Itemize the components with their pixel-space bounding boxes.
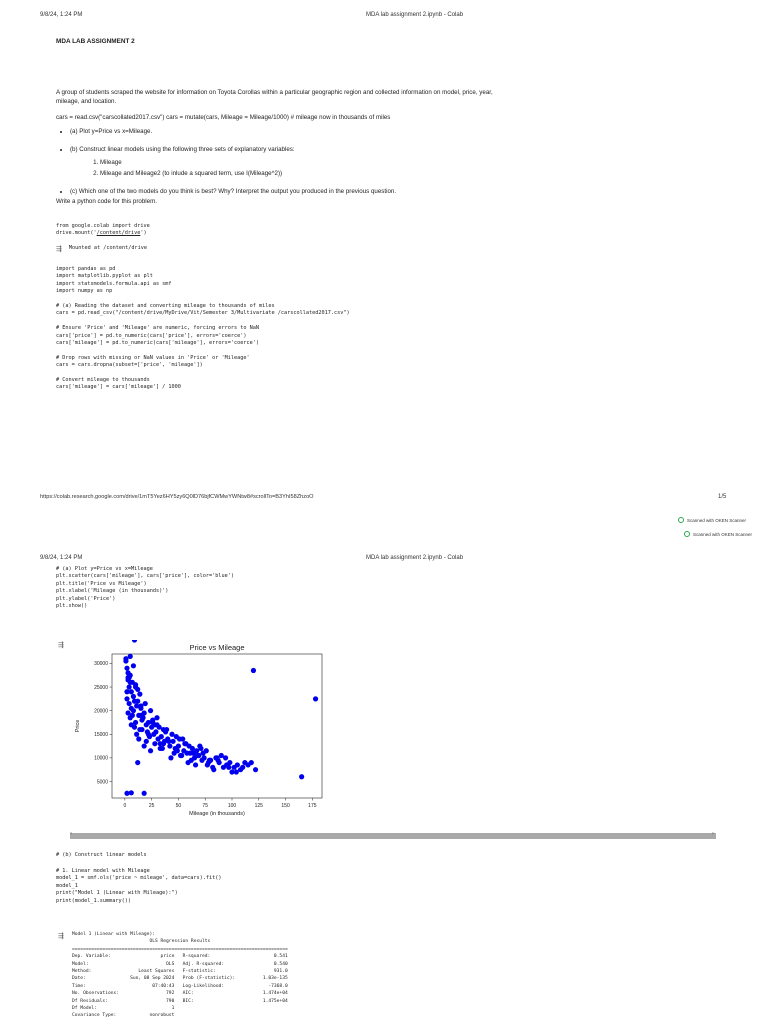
code-line: import pandas as pd xyxy=(56,266,116,272)
ols-output-line: Method: Least Squares F-statistic: 931.0 xyxy=(72,968,288,974)
code-line: cars['price'] = pd.to_numeric(cars['price'], errors='coerce') xyxy=(56,332,247,339)
chart-title: Price vs Mileage xyxy=(189,643,245,652)
output-toggle-icon[interactable]: ⇶ xyxy=(56,246,62,253)
code-cell-data-loading[interactable] xyxy=(56,266,350,392)
ols-output-line: Date: Sun, 08 Sep 2024 Prob (F-statistic): 1.03e-135 xyxy=(72,976,288,982)
scan-watermark-1: Scanned with OKEN Scanner xyxy=(678,517,746,523)
y-axis-label: Price xyxy=(75,719,81,733)
data-point xyxy=(137,692,142,697)
write-instruction: Write a python code for this problem. xyxy=(56,198,157,205)
scroll-left-arrow-icon[interactable]: ‹ xyxy=(70,831,72,837)
page1-footer-page-number: 1/5 xyxy=(718,494,727,500)
data-point xyxy=(200,751,205,756)
y-tick-label: 30000 xyxy=(94,661,108,668)
ols-output-line: ============================================================================== xyxy=(72,946,288,952)
y-tick-label: 5000 xyxy=(96,779,108,786)
code-line: cars['mileage'] = pd.to_numeric(cars['mileage'], errors='coerce') xyxy=(56,340,260,347)
code-cell-plot[interactable] xyxy=(56,566,234,610)
data-point xyxy=(134,732,139,737)
data-point xyxy=(154,715,159,720)
data-point xyxy=(131,663,136,668)
data-point xyxy=(129,790,134,795)
code-line: # Drop rows with missing or NaN values in 'Price' or 'Mileage' xyxy=(56,354,250,361)
code-line: model_1 xyxy=(56,882,78,889)
data-point xyxy=(154,722,159,727)
code-line: # (a) Plot y=Price vs x=Mileage xyxy=(56,566,153,572)
data-point xyxy=(164,727,169,732)
code-line: # (a) Reading the dataset and converting mileage to thousands of miles xyxy=(56,303,275,310)
ols-regression-output xyxy=(72,932,288,1021)
ols-output-line: Df Model: 1 xyxy=(72,1005,175,1011)
data-point xyxy=(148,748,153,753)
scan-watermark-2: Scanned with OKEN Scanner xyxy=(684,531,752,537)
output-drive-mount xyxy=(56,245,147,253)
data-point xyxy=(235,762,240,767)
data-point xyxy=(153,729,158,734)
code-line xyxy=(56,296,350,303)
code-line: print("Model 1 (Linear with Mileage):") xyxy=(56,890,178,897)
x-tick-label: 75 xyxy=(202,803,208,809)
data-point xyxy=(124,689,129,694)
code-line: # 1. Linear model with Mileage xyxy=(56,868,150,874)
code-cell-drive-mount[interactable] xyxy=(56,223,150,238)
output-text: Mounted at /content/drive xyxy=(68,245,147,252)
data-point xyxy=(207,758,212,763)
y-tick-label: 20000 xyxy=(94,708,108,715)
code-line xyxy=(56,347,350,354)
code-line: plt.xlabel('Mileage (in thousands)') xyxy=(56,588,169,595)
data-point xyxy=(124,696,129,701)
output-horizontal-scrollbar[interactable] xyxy=(70,833,716,839)
page1-header-title: MDA lab assignment 2.ipynb - Colab xyxy=(366,12,464,18)
data-point xyxy=(177,736,182,741)
data-point xyxy=(138,703,143,708)
code-line: from google.colab import drive xyxy=(56,223,150,229)
data-point xyxy=(202,755,207,760)
x-tick-label: 0 xyxy=(123,803,127,809)
data-point xyxy=(313,696,318,701)
task-b-item-2: 2. Mileage and Mileage2 (to inlude a squared term, use I(Mileage^2)) xyxy=(100,169,506,178)
data-point xyxy=(205,762,210,767)
data-point xyxy=(226,765,231,770)
data-point xyxy=(123,656,128,661)
data-point xyxy=(223,755,228,760)
data-point xyxy=(198,746,203,751)
task-b-item-1: 1. Mileage xyxy=(100,158,506,167)
data-point xyxy=(128,715,133,720)
code-cell-model-1[interactable] xyxy=(56,868,222,905)
task-a: • (a) Plot y=Price vs x=Mileage. xyxy=(70,127,506,136)
code-line: # (b) Construct linear models xyxy=(56,852,147,858)
data-point xyxy=(146,732,151,737)
data-point xyxy=(129,722,134,727)
drive-path-link[interactable]: /content/drive xyxy=(96,230,141,237)
x-tick-label: 100 xyxy=(227,803,237,809)
data-point xyxy=(168,755,173,760)
data-point xyxy=(127,675,132,680)
code-line: # Ensure 'Price' and 'Mileage' are numeric, forcing errors to NaN xyxy=(56,325,260,332)
code-line: import numpy as np xyxy=(56,288,113,295)
page2-header-title: MDA lab assignment 2.ipynb - Colab xyxy=(366,555,464,561)
code-line: import statsmodels.formula.api as smf xyxy=(56,280,172,287)
ols-output-line: Covariance Type: nonrobust xyxy=(72,1013,175,1019)
task-c: • (c) Which one of the two models do you think is best? Why? Interpret the output you produced in the previous question. xyxy=(70,187,506,196)
code-line: cars = pd.read_csv("/content/drive/MyDrive/Vit/Semester 3/Multivariate /carscollated2017.csv") xyxy=(56,310,350,317)
data-point xyxy=(175,748,180,753)
scroll-right-arrow-icon[interactable]: › xyxy=(712,831,714,837)
data-point xyxy=(142,743,147,748)
plot-area xyxy=(112,654,322,798)
ols-output-line: Time: 07:40:43 Log-Likelihood: -7368.0 xyxy=(72,983,288,989)
scrollbar-thumb[interactable] xyxy=(70,833,716,839)
ols-output-line: OLS Regression Results xyxy=(72,939,211,945)
data-point xyxy=(136,736,141,741)
x-axis-label: Mileage (in thousands) xyxy=(189,811,245,817)
price-vs-mileage-scatter-chart xyxy=(70,640,330,836)
data-point xyxy=(193,762,198,767)
y-tick-label: 25000 xyxy=(94,684,108,691)
code-line: import matplotlib.pyplot as plt xyxy=(56,273,153,280)
x-tick-label: 150 xyxy=(281,803,290,809)
code-line: plt.show() xyxy=(56,603,88,610)
data-point xyxy=(148,708,153,713)
data-point xyxy=(142,791,147,796)
data-point xyxy=(234,769,239,774)
scanner-logo-icon xyxy=(678,517,684,523)
data-point xyxy=(128,680,133,685)
data-point xyxy=(127,684,132,689)
ols-output-line: Dep. Variable: price R-squared: 0.541 xyxy=(72,954,288,960)
data-point xyxy=(179,753,184,758)
data-point xyxy=(158,746,163,751)
task-b: • (b) Construct linear models using the following three sets of explanatory variables: 1. Mileage 2. Mileage and Mileage2 (to inlude a squared term, use I(Mileage^2)) xyxy=(70,145,506,178)
ols-output-line: No. Observations: 792 AIC: 1.474e+04 xyxy=(72,991,288,997)
x-tick-label: 175 xyxy=(308,803,317,809)
data-point xyxy=(167,743,172,748)
code-line: cars['mileage'] = cars['mileage'] / 1000 xyxy=(56,384,181,391)
scanner-logo-icon xyxy=(684,531,690,537)
data-point xyxy=(132,640,137,643)
data-point xyxy=(124,666,129,671)
ols-output-line: Model 1 (Linear with Mileage): xyxy=(72,932,155,937)
code-line: drive.mount('/content/drive') xyxy=(56,230,147,237)
data-point xyxy=(135,760,140,765)
code-line: print(model_1.summary()) xyxy=(56,897,131,904)
x-tick-label: 50 xyxy=(175,803,182,809)
y-tick-label: 15000 xyxy=(94,732,108,739)
x-tick-label: 125 xyxy=(254,803,263,809)
data-point xyxy=(182,741,187,746)
data-point xyxy=(144,739,149,744)
data-point xyxy=(131,708,136,713)
output-toggle-icon[interactable]: ⇶ xyxy=(58,933,64,940)
page1-header-datetime: 9/8/24, 1:24 PM xyxy=(40,12,83,18)
data-point xyxy=(135,699,140,704)
code-line: plt.ylabel('Price') xyxy=(56,595,116,602)
cars-code-line: cars = read.csv("carscollated2017.csv") cars = mutate(cars, Mileage = Mileage/1000) # mileage now in thousands of miles xyxy=(56,114,391,121)
data-point xyxy=(215,758,220,763)
code-line: # Convert mileage to thousands xyxy=(56,377,150,384)
data-point xyxy=(161,741,166,746)
data-point xyxy=(131,694,136,699)
x-tick-label: 25 xyxy=(148,803,155,809)
data-point xyxy=(227,760,232,765)
code-cell-linear-models-comment[interactable] xyxy=(56,852,147,859)
data-point xyxy=(299,774,304,779)
y-tick-label: 10000 xyxy=(94,755,108,762)
data-point xyxy=(159,734,164,739)
code-line: plt.scatter(cars['mileage'], cars['price'], color='blue') xyxy=(56,573,235,580)
data-point xyxy=(139,727,144,732)
data-point xyxy=(138,713,143,718)
problem-intro: A group of students scraped the website for information on Toyota Corollas within a particular geographic region and collected information on model, price, year, mileage, and location. xyxy=(56,89,493,105)
data-point xyxy=(251,668,256,673)
code-line: cars = cars.dropna(subset=['price', 'mileage']) xyxy=(56,362,203,369)
ols-output-line: Df Residuals: 790 BIC: 1.475e+04 xyxy=(72,998,288,1004)
page1-footer-url[interactable]: https://colab.research.google.com/drive/1mT5Yez6HY5zy6Q0lD76bjfCWMwYWNtw8#scrollTo=B3YhI58ZhzoO xyxy=(40,494,314,500)
code-line: model_1 = smf.ols('price ~ mileage', data=cars).fit() xyxy=(56,875,222,882)
code-line xyxy=(56,370,350,377)
assignment-title: MDA LAB ASSIGNMENT 2 xyxy=(56,38,135,45)
data-point xyxy=(249,760,254,765)
data-point xyxy=(191,751,196,756)
code-line: plt.title('Price vs Mileage') xyxy=(56,580,147,587)
data-point xyxy=(127,701,132,706)
output-toggle-icon[interactable]: ⇶ xyxy=(58,642,64,649)
data-point xyxy=(211,767,216,772)
code-line xyxy=(56,318,350,325)
page2-header-datetime: 9/8/24, 1:24 PM xyxy=(40,555,83,561)
data-point xyxy=(152,741,157,746)
data-point xyxy=(185,760,190,765)
task-list xyxy=(56,127,506,205)
data-point xyxy=(253,767,258,772)
ols-output-line: Model: OLS Adj. R-squared: 0.540 xyxy=(72,961,288,967)
data-point xyxy=(240,765,245,770)
data-point xyxy=(133,684,138,689)
data-point xyxy=(166,739,171,744)
